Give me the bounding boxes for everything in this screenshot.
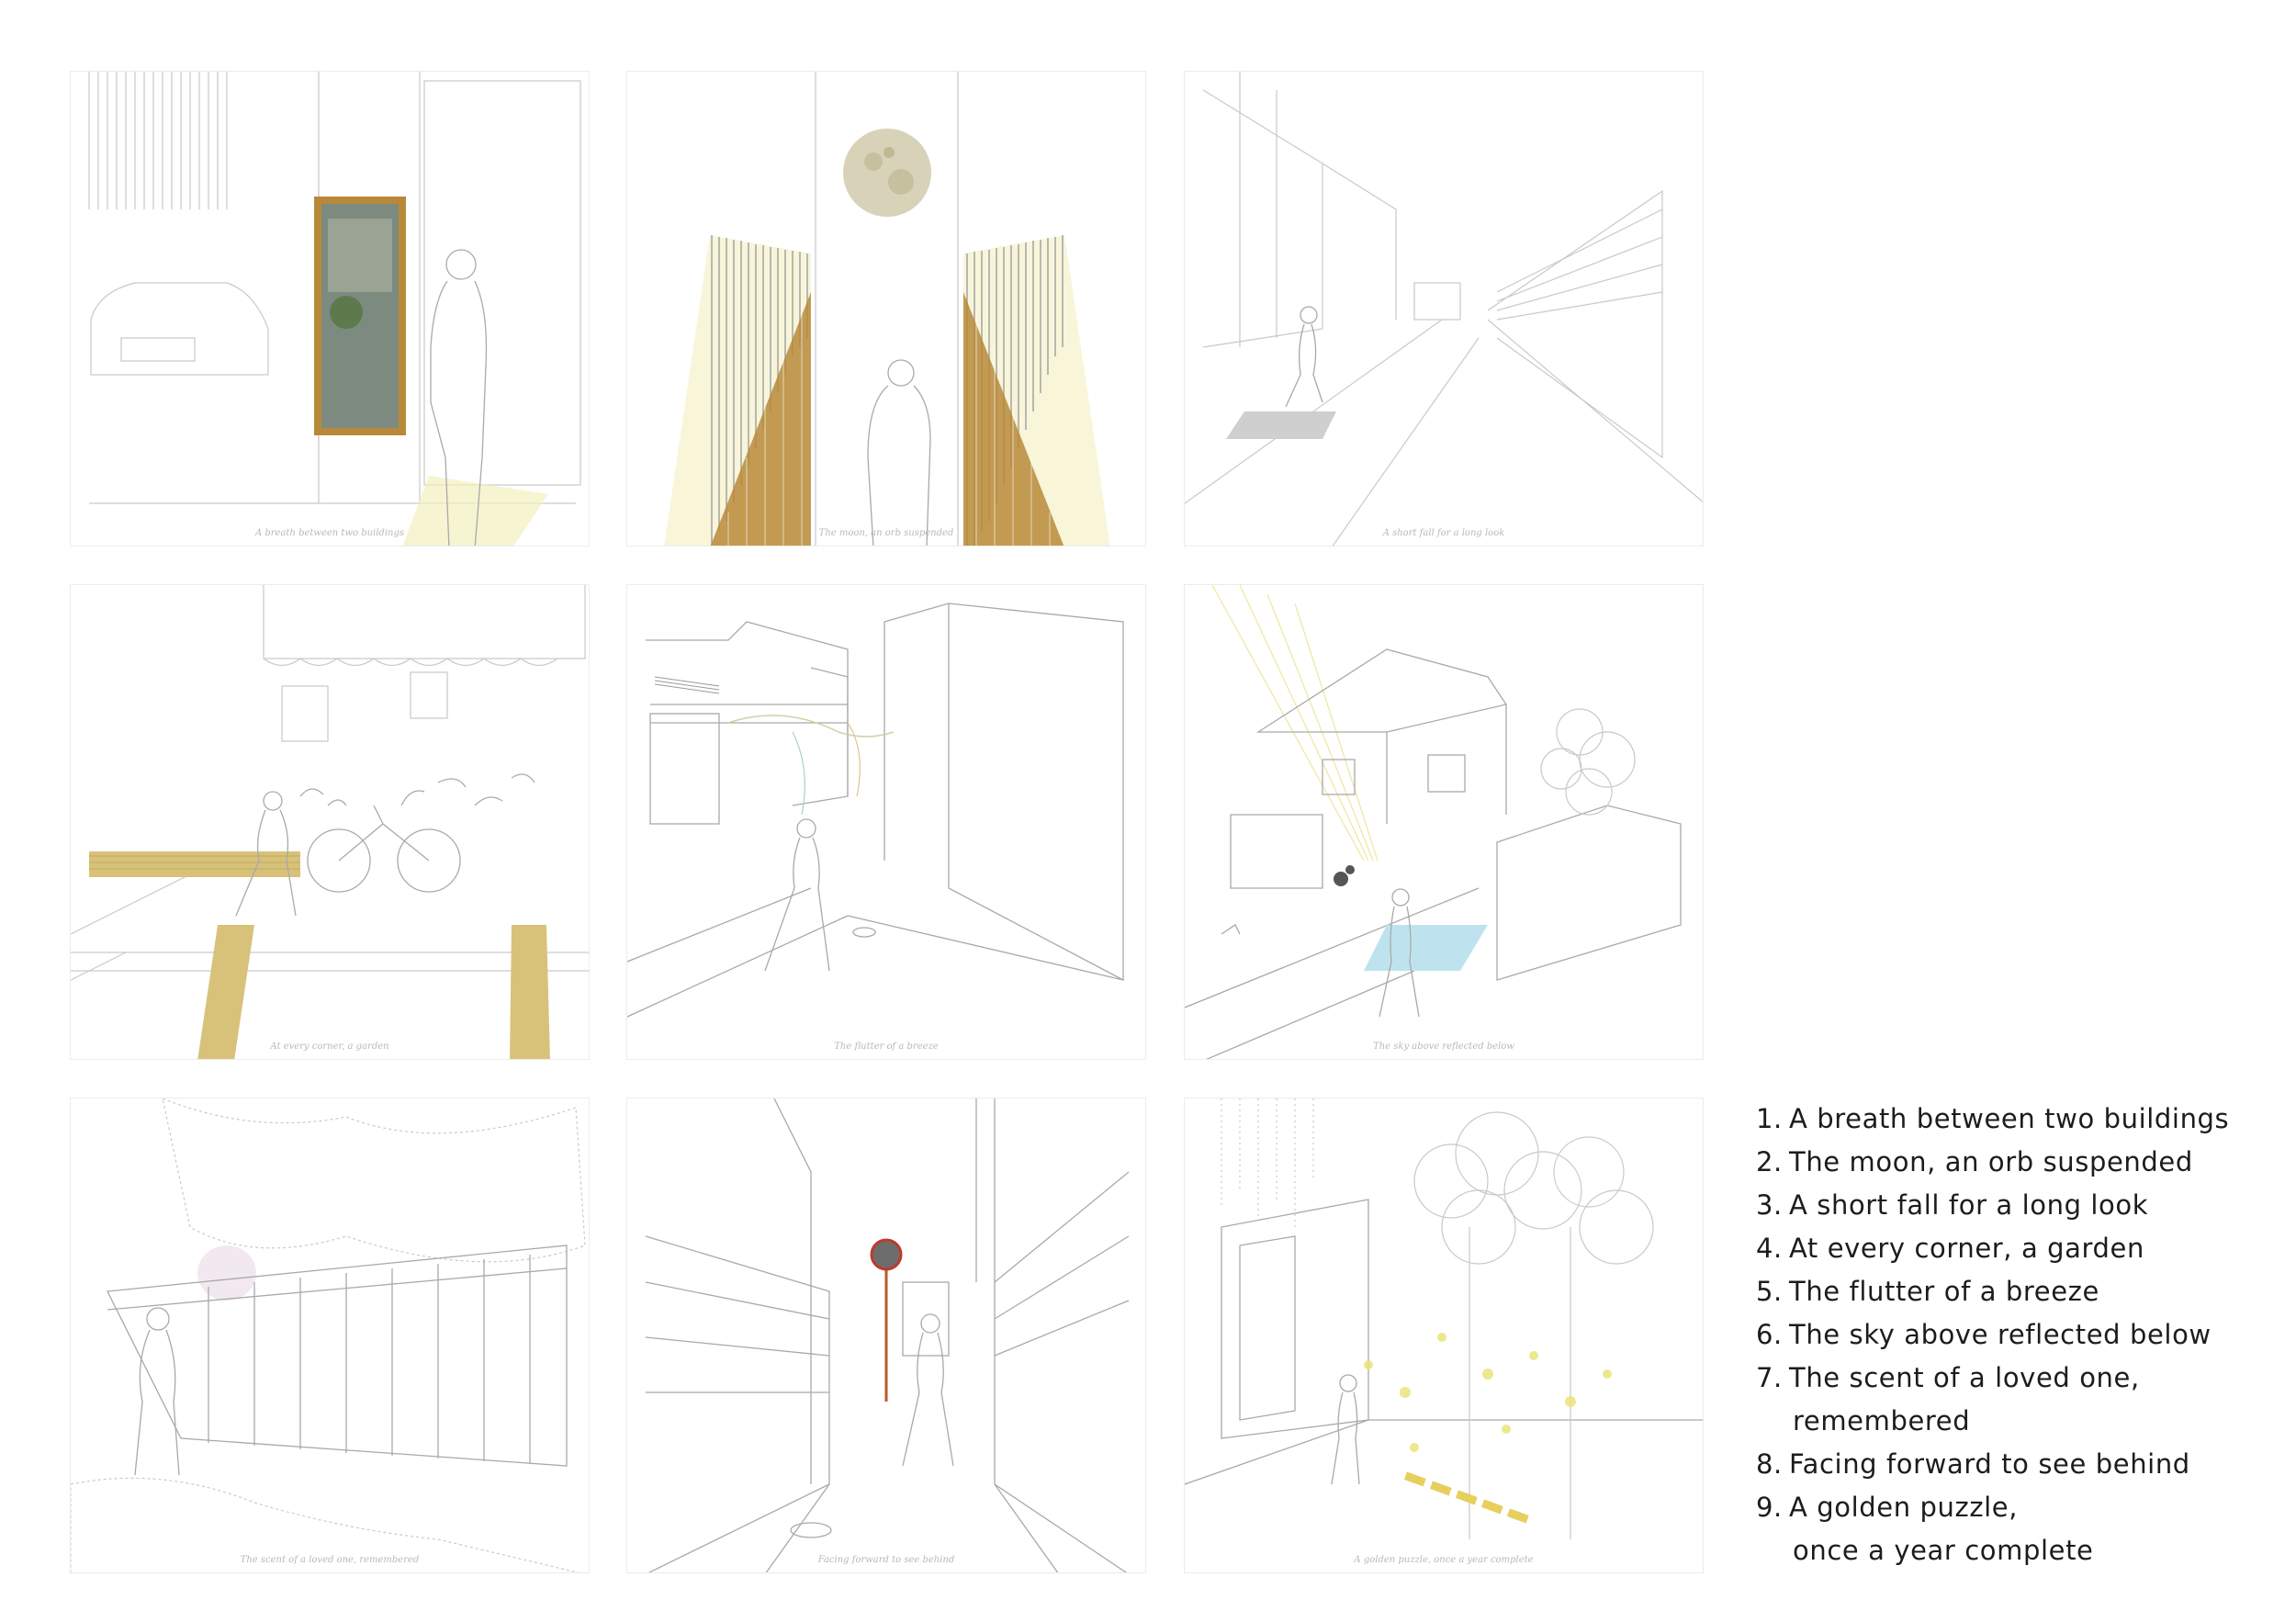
panel-caption: The scent of a loved one, remembered <box>240 1555 420 1565</box>
panel-caption: A golden puzzle, once a year complete <box>1354 1555 1534 1565</box>
legend-item-7 <box>1756 1357 2229 1443</box>
panel-caption: Facing forward to see behind <box>817 1555 955 1565</box>
moon-orb-drawing <box>627 72 1146 546</box>
sky-reflected-drawing <box>1185 585 1704 1060</box>
short-fall-drawing <box>1185 72 1704 546</box>
legend-text: A breath between two buildings <box>1789 1103 2230 1134</box>
legend-number: 2. <box>1756 1146 1783 1177</box>
vignette-panel-4 <box>70 584 590 1060</box>
moon-icon <box>843 129 931 217</box>
vignette-panel-1 <box>70 71 590 546</box>
legend-text-continued: remembered <box>1793 1405 1971 1436</box>
legend-number: 1. <box>1756 1103 1783 1134</box>
vignette-panel-3 <box>1184 71 1704 546</box>
convex-mirror-icon <box>872 1240 901 1269</box>
legend-text: Facing forward to see behind <box>1789 1448 2190 1480</box>
legend-text-continued: once a year complete <box>1793 1535 2094 1566</box>
legend-number: 7. <box>1756 1362 1783 1393</box>
flutter-breeze-drawing <box>627 585 1146 1060</box>
legend-item-5 <box>1756 1270 2229 1313</box>
legend-text: The sky above reflected below <box>1789 1319 2212 1350</box>
golden-puzzle-drawing <box>1185 1098 1704 1573</box>
facing-forward-drawing <box>627 1098 1146 1573</box>
legend-number: 3. <box>1756 1189 1783 1221</box>
vignette-panel-7 <box>70 1098 590 1573</box>
panel-caption: The sky above reflected below <box>1373 1042 1514 1052</box>
panel-caption: The flutter of a breeze <box>834 1042 939 1052</box>
vignette-panel-8 <box>626 1098 1146 1573</box>
legend-number: 8. <box>1756 1448 1783 1480</box>
vignette-panel-6 <box>1184 584 1704 1060</box>
vignette-panel-2 <box>626 71 1146 546</box>
legend-number: 4. <box>1756 1233 1783 1264</box>
legend-item-8 <box>1756 1443 2229 1486</box>
legend-text: The scent of a loved one, <box>1789 1362 2140 1393</box>
legend-item-1 <box>1756 1098 2229 1141</box>
breath-between-buildings-drawing <box>71 72 590 546</box>
scent-remembered-drawing <box>71 1098 590 1573</box>
legend-text: At every corner, a garden <box>1789 1233 2144 1264</box>
vignette-legend <box>1756 1098 2229 1572</box>
legend-item-4 <box>1756 1227 2229 1270</box>
legend-number: 9. <box>1756 1492 1783 1523</box>
legend-item-6 <box>1756 1313 2229 1357</box>
panel-caption: A breath between two buildings <box>254 528 405 538</box>
panel-caption: The moon, an orb suspended <box>818 528 954 538</box>
legend-text: The moon, an orb suspended <box>1789 1146 2193 1177</box>
legend-text: The flutter of a breeze <box>1789 1276 2099 1307</box>
vignette-panel-5 <box>626 584 1146 1060</box>
legend-item-9 <box>1756 1486 2229 1572</box>
vignette-panel-9 <box>1184 1098 1704 1573</box>
legend-number: 6. <box>1756 1319 1783 1350</box>
legend-text: A golden puzzle, <box>1789 1492 2019 1523</box>
legend-number: 5. <box>1756 1276 1783 1307</box>
panel-caption: A short fall for a long look <box>1382 528 1505 538</box>
panel-caption: At every corner, a garden <box>270 1042 389 1052</box>
legend-item-3 <box>1756 1184 2229 1227</box>
legend-text: A short fall for a long look <box>1789 1189 2149 1221</box>
legend-item-2 <box>1756 1141 2229 1184</box>
corner-garden-drawing <box>71 585 590 1060</box>
